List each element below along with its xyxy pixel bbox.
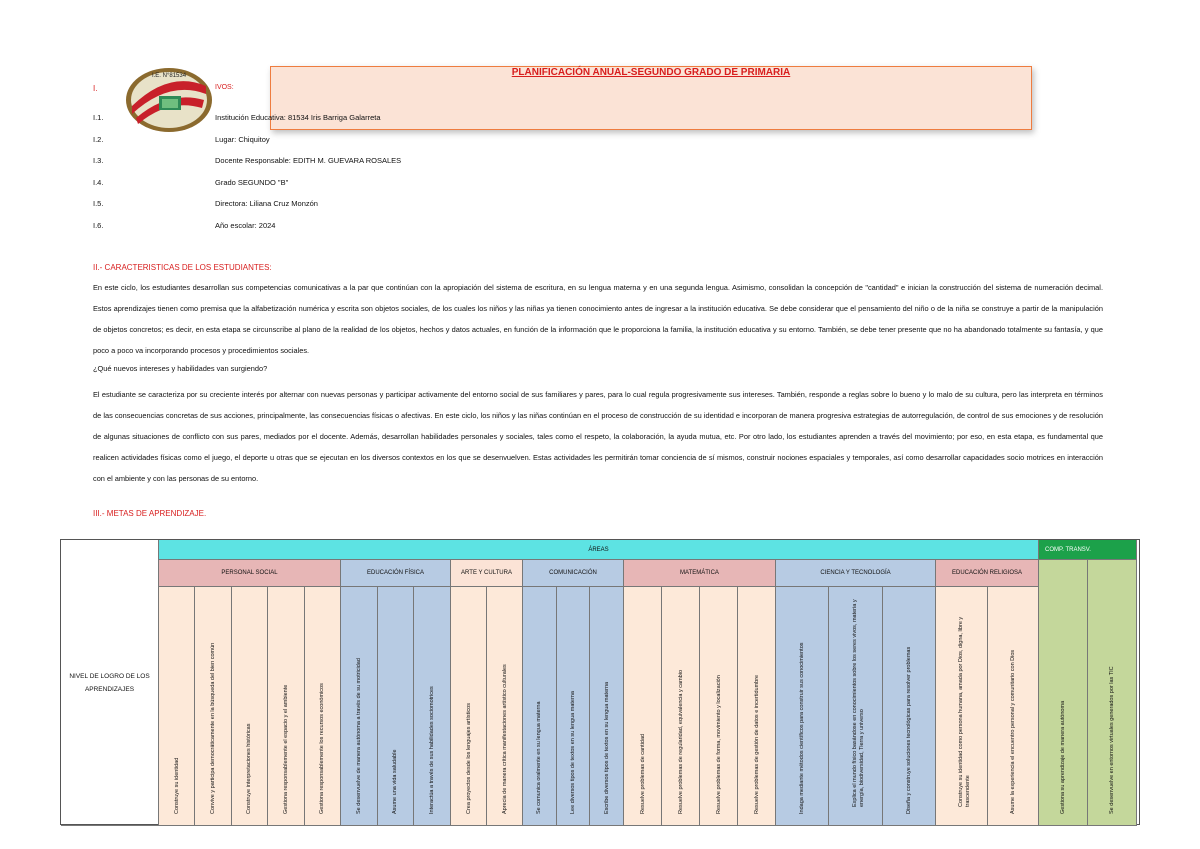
transversal-column [1088, 560, 1137, 826]
competency-column [700, 587, 738, 826]
competency-label: Resuelve problemas de gestión de datos e incertidumbre [753, 674, 760, 814]
competency-label: Se desenvuelve de manera autónoma a través de su motricidad [355, 658, 362, 814]
competency-column [341, 587, 378, 826]
info-number: I.6. [93, 221, 104, 230]
interests-paragraph: El estudiante se caracteriza por su creciente interés por alternar con nuevas personas y participar activamente del entorno social de sus familiares y pares, para lo cual regula progresivamente sus intereses. También, responde a reglas sobre lo bueno y lo malo de su cultura, pero las interpreta en términos de las consecuencias concretas de sus acciones, principalmente, las consecuencias físicas o afectivas. En este ciclo, los niños y las niñas continúan en el proceso de construcción de su identidad e incorporan de manera progresiva estrategias de autorregulación, de control de sus emociones y de resolución de algunas situaciones de conflicto con sus pares, mediados por el docente. Además, desarrollan habilidades personales y sociales, tales como el respeto, la colaboración, la ayuda mutua, etc. Por otro lado, los estudiantes aprenden a través del movimiento; por eso, en esta etapa, es fundamental que realicen actividades físicas como el juego, el deporte u otras que se ejecutan en los diversos contextos en los que se desenvuelven. Estas actividades les permitirán tomar conciencia de sí mismos, construir nociones espaciales y temporales, así como desarrollar capacidades socio motrices en interacción con el ambiente y con las personas de su entorno. [93, 390, 1103, 483]
info-number: I.4. [93, 178, 104, 187]
area-name: EDUCACIÓN RELIGIOSA [951, 570, 1022, 576]
areas-label: ÁREAS [588, 546, 609, 553]
competency-column [829, 587, 882, 826]
competency-column [557, 587, 591, 826]
competency-column [523, 587, 557, 826]
info-text: Lugar: Chiquitoy [215, 135, 270, 144]
area-name: CIENCIA Y TECNOLOGÍA [820, 570, 891, 576]
area-header [624, 560, 776, 587]
competency-label: Lee diversos tipos de textos en su lengua materna [569, 691, 576, 814]
competency-label: Convive y participa democráticamente en la búsqueda del bien común [210, 642, 217, 814]
info-text: Institución Educativa: 81534 Iris Barriga Galarreta [215, 113, 381, 122]
competency-label: Interactúa a través de sus habilidades sociomotrices [429, 686, 436, 814]
competency-label: Crea proyectos desde los lenguajes artísticos [465, 703, 472, 814]
area-header [936, 560, 1039, 587]
info-number: I.1. [93, 113, 104, 122]
transversal-band [1039, 540, 1137, 560]
competency-label: Construye interpretaciones históricas [246, 723, 253, 814]
competency-label: Resuelve problemas de regularidad, equivalencia y cambio [677, 670, 684, 814]
competency-column [232, 587, 268, 826]
transversal-label: Se desenvuelve en entornos virtuales generados por las TIC [1109, 666, 1115, 814]
svg-text:I.E. N°81534: I.E. N°81534 [151, 73, 187, 79]
competency-column [378, 587, 415, 826]
competency-label: Aprecia de manera crítica manifestaciones artístico culturales [501, 664, 508, 814]
area-header [159, 560, 341, 587]
competency-label: Construye su identidad como persona humana, amada por Dios, digna, libre y trascendente [958, 616, 972, 807]
area-name: PERSONAL SOCIAL [221, 570, 278, 576]
competency-column [268, 587, 304, 826]
title-box [270, 66, 1032, 130]
competency-label: Gestiona responsablemente los recursos económicos [319, 683, 326, 814]
competency-column [624, 587, 662, 826]
competency-column [776, 587, 829, 826]
section3-title: III.- METAS DE APRENDIZAJE. [93, 509, 207, 518]
competency-column [451, 587, 487, 826]
area-name: EDUCACIÓN FÍSICA [366, 570, 424, 576]
competency-column [738, 587, 776, 826]
competency-label: Explica el mundo físico basándose en conocimientos sobre los seres vivos, materia y energía, biodiversidad, Tierra y universo [852, 599, 866, 807]
competency-column [414, 587, 451, 826]
competency-column [883, 587, 936, 826]
section1-title: IVOS: [215, 84, 234, 91]
competency-column [195, 587, 231, 826]
transversal-label: Gestiona su aprendizaje de manera autónoma [1060, 700, 1066, 814]
nivel-label: NIVEL DE LOGRO DE LOS APRENDIZAJES [69, 673, 150, 693]
transversal-label: COMP. TRANSV. [1045, 546, 1091, 553]
info-text: Año escolar: 2024 [215, 221, 276, 230]
learning-goals-table [60, 539, 1140, 825]
competency-label: Asume la experiencia el encuentro personal y comunitario con Dios [1009, 649, 1016, 814]
competency-column [159, 587, 195, 826]
info-text: Docente Responsable: EDITH M. GUEVARA ROSALES [215, 156, 402, 165]
competency-label: Asume una vida saludable [392, 749, 399, 814]
competency-label: Resuelve problemas de forma, movimiento y localización [715, 675, 722, 814]
competency-label: Escribe diversos tipos de textos en su lengua materna [603, 681, 610, 814]
competency-label: Gestiona responsablemente el espacio y el ambiente [282, 684, 289, 814]
section1-number: I. [93, 84, 98, 93]
competency-label: Resuelve problemas de cantidad [639, 733, 646, 814]
info-text: Directora: Liliana Cruz Monzón [215, 199, 318, 208]
interests-question: ¿Qué nuevos intereses y habilidades van surgiendo? [93, 364, 268, 373]
info-number: I.5. [93, 199, 104, 208]
info-text: Grado SEGUNDO "B" [215, 178, 289, 187]
competency-column [305, 587, 341, 826]
area-header [341, 560, 451, 587]
school-logo [124, 66, 214, 134]
competency-column [936, 587, 988, 826]
info-number: I.2. [93, 135, 104, 144]
info-number: I.3. [93, 156, 104, 165]
page-title: PLANIFICACIÓN ANUAL-SEGUNDO GRADO DE PRIMARIA [511, 67, 791, 78]
characteristics-paragraph: En este ciclo, los estudiantes desarrollan sus competencias comunicativas a la par que continúan con la apropiación del sistema de escritura, en su lengua materna y en una segunda lengua. Asimismo, consolidan la concepción de "cantidad" e inician la construcción del sistema de numeración decimal. Estos aprendizajes tienen como premisa que la alfabetización numérica y escrita son objetos sociales, de los cuales los niños y las niñas ya tienen conocimiento antes de ingresar a la institución educativa. Se debe considerar que el pensamiento del niño o de la niña se construye a partir de la manipulación de objetos concretos; es decir, en esta etapa se circunscribe al plano de la realidad de los objetos, hechos y datos actuales, en función de la información que le proporciona la familia, la institución educativa y su entorno. También, se debe tener presente que no ha abandonado totalmente su fantasía, y que poco a poco va incorporando procesos y procedimientos sociales. [93, 283, 1103, 355]
competency-label: Indaga mediante métodos científicos para construir sus conocimientos [799, 642, 806, 814]
area-header [776, 560, 936, 587]
area-header [451, 560, 523, 587]
area-name: ARTE Y CULTURA [461, 570, 512, 576]
area-name: MATEMÁTICA [680, 570, 719, 576]
competency-column [590, 587, 624, 826]
competency-label: Diseña y construye soluciones tecnológicas para resolver problemas [905, 646, 912, 814]
transversal-column [1039, 560, 1088, 826]
competency-column [988, 587, 1040, 826]
area-header [523, 560, 624, 587]
nivel-header-cell [61, 540, 159, 826]
competency-label: Se comunica oralmente en su lengua materna [536, 701, 543, 814]
competency-column [662, 587, 700, 826]
competency-column [487, 587, 523, 826]
section2-title: II.- CARACTERISTICAS DE LOS ESTUDIANTES: [93, 263, 272, 272]
areas-band [159, 540, 1039, 560]
competency-label: Construye su identidad [173, 757, 180, 814]
area-name: COMUNICACIÓN [549, 570, 597, 576]
